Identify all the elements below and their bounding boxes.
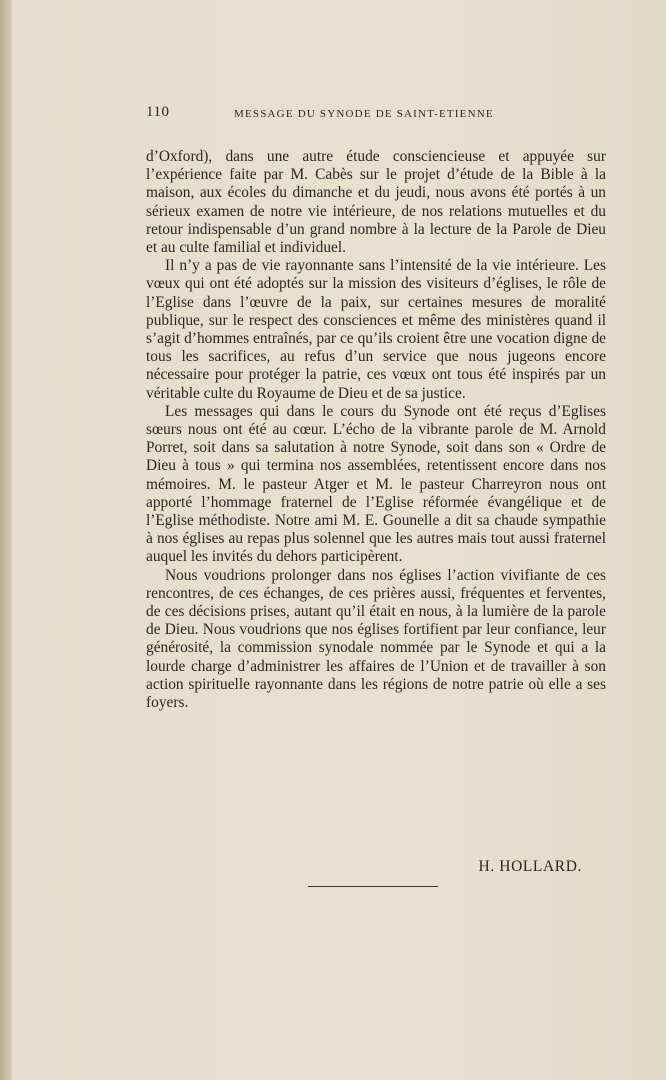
paragraph-1: d’Oxford), dans une autre étude consciencieuse et appuyée sur l’expérience faite par M. Cabès sur le projet d’étude de la Bible à la maison, aux écoles du dimanche et du jeudi, nous avons été portés à un sérieux examen de notre vie intérieure, de nos relations mutuelles et du retour indispensable d’un grand nombre à la lecture de la Parole de Dieu et au culte familial et individuel. [146,148,606,257]
author-signature: H. HOLLARD. [478,858,582,875]
page-number: 110 [146,104,170,120]
paragraph-4: Nous voudrions prolonger dans nos églises l’action vivifiante de ces rencontres, de ces échanges, de ces prières aussi, fréquentes et ferventes, de ces décisions prises, autant qu’il était en nous, à la lumière de la parole de Dieu. Nous voudrions que nos églises fortifient par leur confiance, leur générosité, la commission synodale nommée par le Synode et qui a la lourde charge d’administrer les affaires de l’Union et de travailler à son action spirituelle rayonnante dans les régions de notre patrie où elle a ses foyers. [146,566,606,712]
running-head: MESSAGE DU SYNODE DE SAINT-ETIENNE [234,108,494,120]
body-text [146,148,606,712]
page-binding-edge [0,0,12,1080]
paragraph-2: Il n’y a pas de vie rayonnante sans l’intensité de la vie intérieure. Les vœux qui ont été adoptés sur la mission des visiteurs d’églises, le rôle de l’Eglise dans l’œuvre de la paix, sur certaines mesures de moralité publique, sur le respect des consciences et même des ministères quand il s’agit d’hommes entraînés, par ce qu’ils croient être une vocation digne de tous les sacrifices, au refus d’un service que nous jugeons encore nécessaire pour protéger la patrie, ces vœux ont tous été inspirés par un véritable culte du Royaume de Dieu et de sa justice. [146,257,606,402]
paragraph-3: Les messages qui dans le cours du Synode ont été reçus d’Eglises sœurs nous ont été au cœur. L’écho de la vibrante parole de M. Arnold Porret, soit dans sa salutation à notre Synode, soit dans son « Ordre de Dieu à tous » qui termina nos assemblées, retentissent encore dans nos mémoires. M. le pasteur Atger et M. le pasteur Charreyron nous ont apporté l’hommage fraternel de l’Eglise réformée évangélique et de l’Eglise méthodiste. Notre ami M. E. Gounelle a dit sa chaude sympathie à nos églises au repas plus solennel que les autres mais tout aussi fraternel auquel les invités du dehors participèrent. [146,402,606,566]
page-header [146,104,606,126]
closing-rule [308,886,438,887]
